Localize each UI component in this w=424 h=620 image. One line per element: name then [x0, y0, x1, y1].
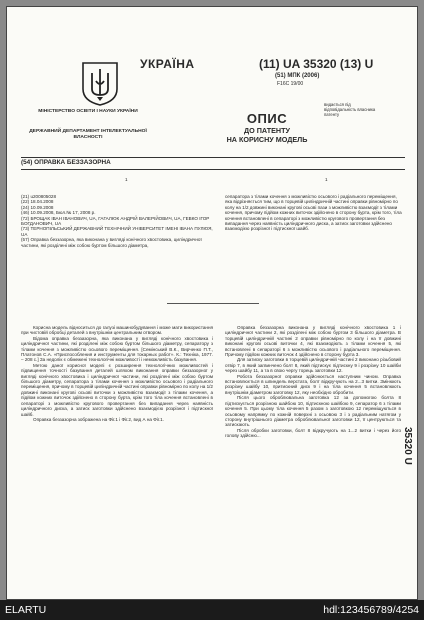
biblio-claim-start: (57) Оправка беззазорна, яка виконана у вигляді конічного хвостовика, циліндричної частини, які розділені між собою буртом більшого діаметра, — [21, 237, 202, 248]
ipc-index: F16C 19/00 — [277, 81, 304, 87]
paragraph: Для затиску заготовки в торцевій циліндричній частині 2 виконано різьбовий отвір 7, в який загвинчено болт 8, який підтискує підтискну 9 і розрізну 10 шайби через шайбу 11, а та в свою чергу торець заготовки 12. — [225, 357, 401, 374]
patent-page — [6, 6, 418, 600]
paragraph: Метою даної корисної моделі є розширення технологічних можливостей і підвищення точності базування деталей шляхом виконання оправки беззазорної у вигляді конічного хвостовика і циліндричної частини, які розділені між собою буртом більшого діаметру, сепаратора з тілами кочення з можливістю осьового і радіального переміщення, причому в торцевій циліндричній частині оправки рівномірно по колу на 1/2 довжині виконані кругові осьові виточки з можливістю взаємодії з тілами кочення, а підйом кожних виточок здійснено в сторону бурта, крім того тіла кочення встановлені в сепараторі з можливістю кругового провертання без випадання через наявність циліндричного диска, а затиск заготовки здійснено взаємодією розрізної і підтискної шайб. — [21, 362, 213, 417]
repository-name: ELARTU — [5, 604, 47, 616]
description-right-column — [225, 325, 401, 439]
paragraph: Після обробки заготовки, болт 8 відкручують на 1...2 витки і через його голову здійсню... — [225, 427, 401, 439]
ipc-class: (51) МПК (2006) — [275, 73, 320, 79]
paragraph: Оправка беззазорна виконана у вигляді конічного хвостовика 1 і циліндричної частини 2, які розділені між собою буртом 3 більшого діаметра. В торцевій циліндричній частині 2 оправки рівномірно по колу і на її довжині виконані кругові осьові виточки 4, які взаємодіють з тілами кочення 5, які встановлені в сепараторі 6 з можливістю осьового і радіального переміщення. Причому підйом кожних виточок 4 здійснено в сторону бурта 3. — [225, 325, 401, 358]
description-left-column — [21, 325, 213, 422]
vertical-patent-number — [393, 427, 413, 567]
ministry-name: МІНІСТЕРСТВО ОСВІТИ І НАУКИ УКРАЇНИ — [38, 109, 138, 114]
responsibility-note: видається під відповідальність власника патенту — [324, 102, 376, 117]
biblio-inventors: (72) БРОЩАК ІВАН ІВАНОВИЧ, UA, ГАГАЛЮК АНДРІЙ ВАЛЕРІЙОВИЧ, UA, ГЕВКО ІГОР БОГДАНОВИЧ, UA — [21, 215, 210, 227]
paragraph: Після цього оброблювальна заготовка 12 за допомогою болта 8 підтискується розрізною шайбою 10, підтискною шайбою 9, сепаратор 6 з тілами кочення 5. При цьому тіла кочення 5 разом з заготовкою 12 переміщуються в осьовому напрямку по кожній поверхні з осьовою 3 і з радіальним натягом у сторону внутрішнього діаметра оброблювальної заготовки 12, її центруються та затискають. — [225, 395, 401, 428]
biblio-effective-date: (24) 10.09.2008 — [21, 204, 54, 210]
repository-footer — [0, 600, 424, 620]
paragraph: Корисна модель відноситься до галузі машинобудування і може мати використання при чистовій обробці деталей з внутрішнім центральним отвором. — [21, 325, 213, 336]
document-subtitle-line1: ДО ПАТЕНТУ — [244, 126, 290, 135]
invention-title: (54) ОПРАВКА БЕЗЗАЗОРНА — [21, 159, 111, 166]
biblio-filing-date: (22) 18.04.2008 — [21, 199, 54, 205]
handle-identifier: hdl:123456789/4254 — [323, 604, 419, 616]
patent-number: (11) UA 35320 (13) U — [259, 57, 374, 71]
trident-coat-of-arms-icon — [75, 59, 125, 107]
header-divider — [21, 157, 405, 158]
country-heading: УКРАЇНА — [140, 57, 195, 71]
bibliographic-data — [21, 194, 217, 248]
vertical-patent-number-text: 35320 U — [402, 427, 413, 465]
document-type-title: ОПИС — [246, 111, 288, 126]
biblio-owner: (73) ТЕРНОПІЛЬСЬКИЙ ДЕРЖАВНИЙ ТЕХНІЧНИЙ УНІВЕРСИТЕТ ІМЕНІ ІВАНА ПУЛЮЯ, UA — [21, 226, 213, 237]
department-name: ДЕРЖАВНИЙ ДЕПАРТАМЕНТ ІНТЕЛЕКТУАЛЬНОЇ ВЛАСНОСТІ — [29, 129, 147, 140]
paragraph: Відома оправка беззазорна, яка виконана у вигляді конічного хвостовика і циліндричної частини, які розділені між собою буртом більшого діаметру, сепаратору з тілами кочення з можливістю осьового переміщення. [Семінський В.К., Вирченко П.Т., Платонов С.А. «Приспособления и инструменты для токарных работ». К.: Техніка, 1977. – 208 с.] За недолік є обмежені технологічні можливості і неможливість базування. — [21, 335, 213, 363]
title-divider — [21, 169, 405, 170]
biblio-publication: (46) 10.09.2008, Бюл.№ 17, 2008 р. — [21, 210, 96, 216]
biblio-application-number: (21) u200805028 — [21, 194, 56, 199]
paragraph: Робота беззазорної оправки здійснюється наступним чином. Оправка встановлюється в шпиндель верстата, болт відкручують на 2...3 витки. Змінюють розрізну шайбу 10, притискний диск 9 і на тіла кочення 5 встановлюють внутрішнім діаметром заготовку 12, яку необхідно обробити. — [225, 373, 401, 395]
claim-continuation: сепаратора з тілами кочення з можливістю осьового і радіального переміщення, яка відрізняється тим, що в торцевій циліндричній частині оправки рівномірно по колу на 1/2 довжині виконані кругові осьові пази з можливістю взаємодії з тілами кочення, причому підйом кожних виточок здійснено в сторону бурта, крім того, тіла кочення встановлені в сепараторі з можливістю кругового провертання без випадання через наявність циліндричного диска, а затиск заготовки здійснено взаємодією розрізної і підтискної шайб. — [225, 194, 402, 232]
column-marker-right: 1 — [325, 177, 328, 182]
document-subtitle — [167, 126, 367, 144]
column-marker-left: 1 — [125, 177, 128, 182]
document-subtitle-line2: НА КОРИСНУ МОДЕЛЬ — [226, 135, 308, 144]
paragraph: Оправка беззазорна зображена на Фіг.1 і Фіг.2, вид А на Фіг.1. — [33, 416, 164, 422]
section-divider — [167, 303, 259, 304]
